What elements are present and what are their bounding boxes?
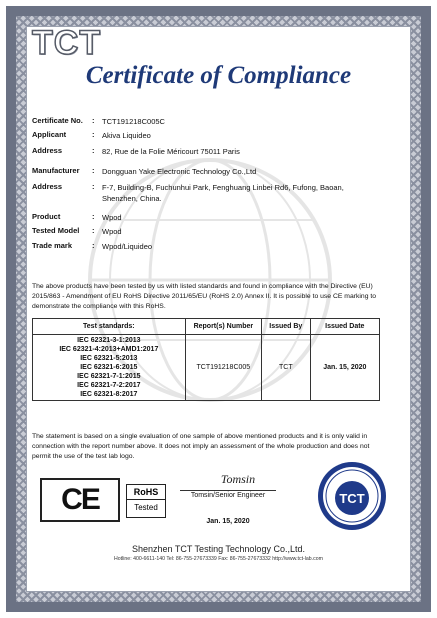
report-number-cell: TCT191218C005 [185,335,261,401]
header-issued-by: Issued By [262,319,311,335]
issued-by-cell: TCT [262,335,311,401]
rohs-badge [126,484,166,518]
standard-item: IEC 62321-3-1:2013 [77,337,141,344]
field-label: Trade mark [32,241,73,250]
standard-item: IEC 62321-5:2013 [80,355,138,362]
field-colon: : [92,166,95,175]
field-label: Certificate No. [32,116,83,125]
field-value: Dongguan Yake Electronic Technology Co.,Ltd [102,167,257,176]
field-label: Tested Model [32,226,80,235]
field-applicant-address [32,146,372,166]
field-value: F-7, Building-B, Fuchunhui Park, Fenghuang Linbei Rd6, Fufong, Baoan, Shenzhen, China. [102,183,344,203]
field-applicant [32,130,372,146]
field-value: 82, Rue de la Folie Méricourt 75011 Paris [102,147,240,156]
issued-date-cell: Jan. 15, 2020 [310,335,379,401]
field-product [32,212,372,226]
field-manufacturer [32,166,372,182]
signer-title: Tomsin/Senior Engineer [190,492,266,499]
footer-company: Shenzhen TCT Testing Technology Co.,Ltd. [132,544,305,554]
compliance-statement: The above products have been tested by us with listed standards and found in compliance with the Directive (EU) 2015/863 - Amendment of EU RoHS Directive 2011/65/EU (RoHS 2.0) Annex II. It is possible to use CE marking to demonstrate the compliance with this RoHS. [32,283,377,310]
evaluation-statement: The statement is based on a single evaluation of one sample of above mentioned products and it is only valid in connection with the report number above. It does not imply an assessment of the whole production and does not permit the use of the test lab logo. [32,433,370,460]
table-row [33,335,380,401]
test-standards-table [32,318,380,401]
standard-item: IEC 62321-8:2017 [80,391,138,398]
header-report-number: Report(s) Number [185,319,261,335]
field-value: Wpod [102,213,122,222]
rohs-label: RoHS [127,485,165,500]
standard-item: IEC 62321-4:2013+AMD1:2017 [59,346,159,353]
standard-item: IEC 62321-6:2015 [80,364,138,371]
field-manufacturer-address [32,182,372,212]
certificate-fields [32,116,372,255]
ce-mark: CE [40,478,120,522]
field-label: Address [32,182,63,191]
field-colon: : [92,212,95,221]
field-colon: : [92,226,95,235]
certificate-title: Certificate of Compliance [85,62,352,89]
field-colon: : [92,241,95,250]
field-value: Wpod/Liquideo [102,242,153,251]
field-colon: : [92,182,95,191]
tct-seal-icon [316,460,388,532]
signature-handwriting: Tomsin [220,472,256,486]
field-value: Akiva Liquideo [102,131,151,140]
field-label: Applicant [32,130,67,139]
standards-list [33,335,186,401]
tct-logo: TCT [32,24,102,62]
field-tested-model [32,226,372,241]
signature-line [180,490,276,491]
seal-label: TCT [339,491,365,506]
header-issued-date: Issued Date [310,319,379,335]
field-trade-mark [32,241,372,255]
field-colon: : [92,146,95,155]
field-colon: : [92,116,95,125]
field-certificate-no [32,116,372,130]
header-test-standards: Test standards: [33,319,186,335]
standard-item: IEC 62321-7-1:2015 [77,373,141,380]
table-header-row [33,319,380,335]
field-label: Manufacturer [32,166,80,175]
field-value: Wpod [102,227,122,236]
field-colon: : [92,130,95,139]
field-label: Product [32,212,61,221]
footer-contact: Hotline: 400-6611-140 Tel: 86-755-27673339 Fax: 86-755-27673332 http://www.tct-lab.com [114,556,323,562]
rohs-tested-label: Tested [134,503,158,512]
field-value: TCT191218C005C [102,117,165,126]
field-label: Address [32,146,63,155]
signature-date: Jan. 15, 2020 [206,518,250,525]
standard-item: IEC 62321-7-2:2017 [77,382,141,389]
